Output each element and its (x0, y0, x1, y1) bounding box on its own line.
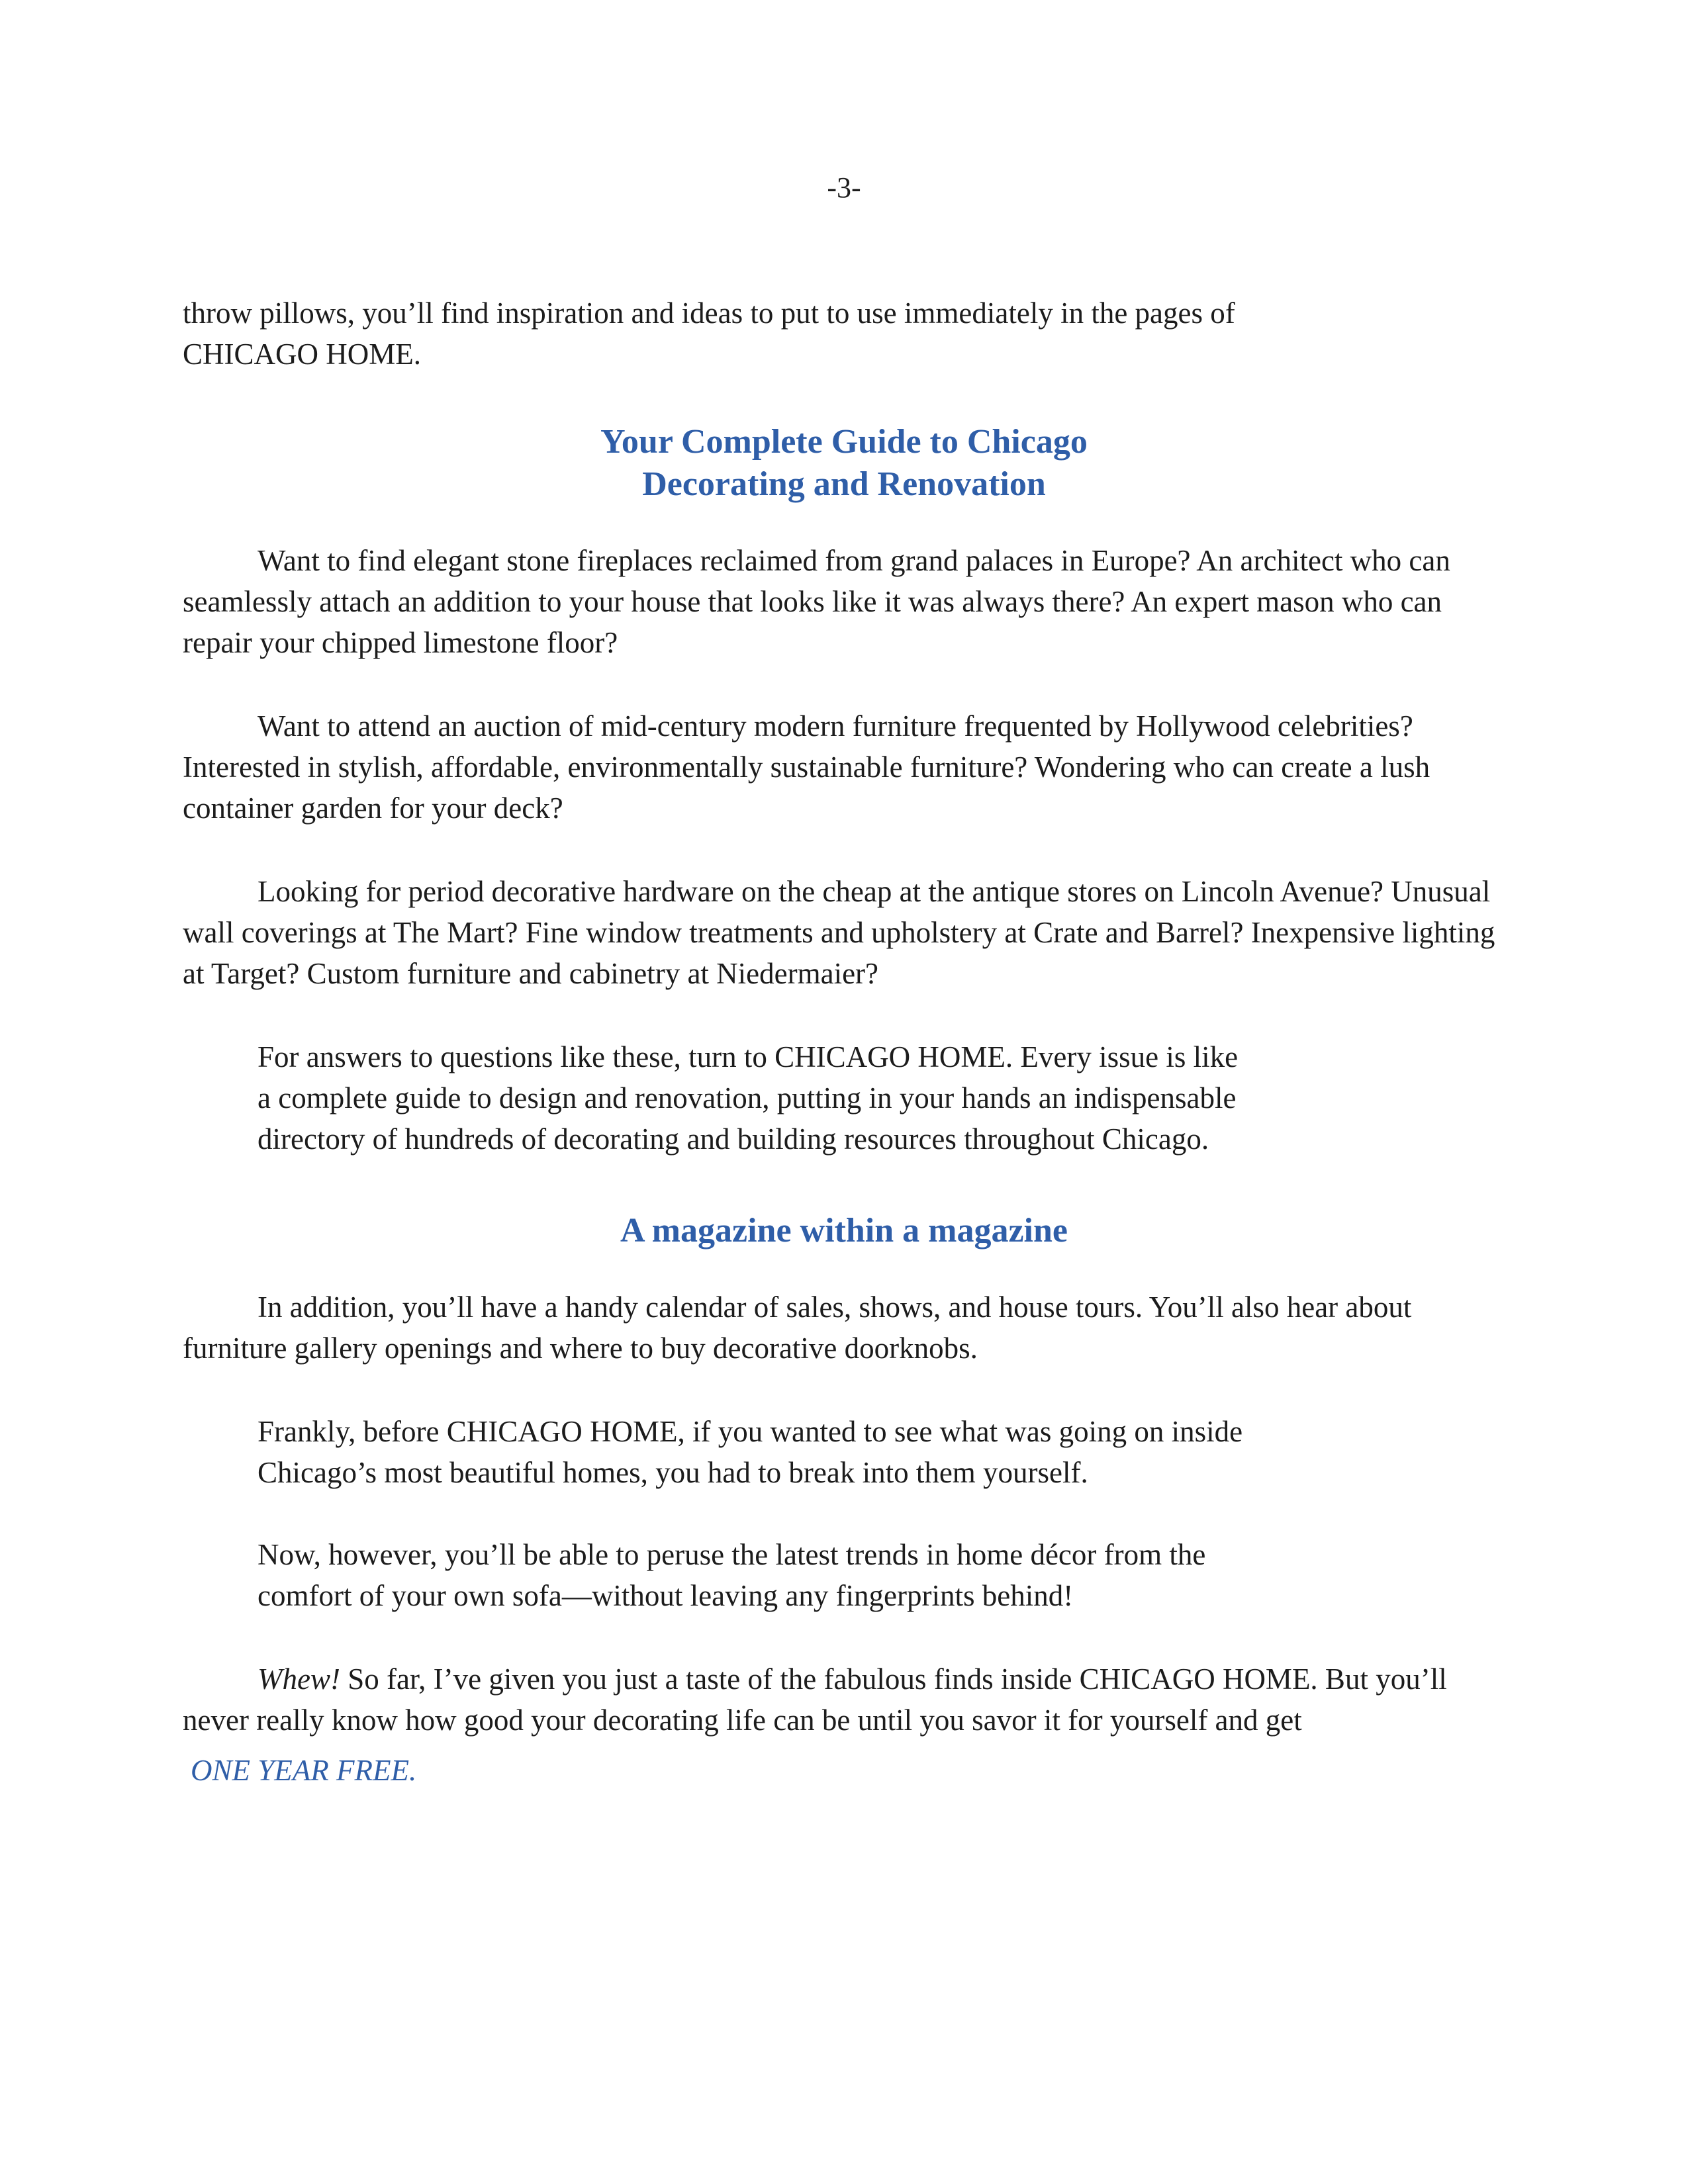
cta-line (191, 1750, 1515, 1791)
paragraph-now-however (258, 1534, 1436, 1616)
intro-line-1: throw pillows, you’ll find inspiration and ideas to put to use immediately in the pages of (183, 296, 1235, 330)
whew-body: So far, I’ve given you just a taste of the fabulous finds inside CHICAGO HOME. But you’ll never really know how good your decorating life can be until you savor it for yourself and get (183, 1662, 1447, 1737)
heading-guide-line-2: Decorating and Renovation (642, 465, 1046, 503)
now-line-1: Now, however, you’ll be able to peruse the latest trends in home décor from the (258, 1538, 1206, 1571)
intro-line-2: CHICAGO HOME. (183, 338, 421, 371)
answers-line-2: a complete guide to design and renovation, putting in your hands an indispensable (258, 1081, 1237, 1115)
now-line-2: comfort of your own sofa—without leaving any fingerprints behind! (258, 1579, 1074, 1612)
heading-guide-line-1: Your Complete Guide to Chicago (600, 423, 1088, 461)
intro-paragraph (183, 293, 1507, 375)
paragraph-hardware: Looking for period decorative hardware on the cheap at the antique stores on Lincoln Avenue? Unusual wall coverings at The Mart? Fine window treatments and upholstery at Crate and Barrel? Inexpensive lighting at Target? Custom furniture and cabinetry at Niedermaier? (183, 875, 1495, 990)
frankly-line-2: Chicago’s most beautiful homes, you had to break into them yourself. (258, 1456, 1088, 1489)
frankly-line-1: Frankly, before CHICAGO HOME, if you wanted to see what was going on inside (258, 1415, 1243, 1448)
heading-magazine-text: A magazine within a magazine (620, 1212, 1068, 1250)
whew-italic: Whew! (258, 1662, 340, 1696)
paragraph-fireplaces: Want to find elegant stone fireplaces reclaimed from grand palaces in Europe? An architect who can seamlessly attach an addition to your house that looks like it was always there? An expert mason who can repair your chipped limestone floor? (183, 544, 1450, 659)
answers-line-1: For answers to questions like these, turn to CHICAGO HOME. Every issue is like (258, 1040, 1239, 1073)
section-heading-magazine (0, 1210, 1688, 1252)
paragraph-calendar: In addition, you’ll have a handy calendar of sales, shows, and house tours. You’ll also hear about furniture gallery openings and where to buy decorative doorknobs. (183, 1291, 1412, 1365)
answers-line-3: directory of hundreds of decorating and building resources throughout Chicago. (258, 1122, 1209, 1156)
paragraph-frankly (258, 1411, 1436, 1493)
paragraph-answers (258, 1036, 1436, 1160)
paragraph-auction: Want to attend an auction of mid-century modern furniture frequented by Hollywood celebrities? Interested in stylish, affordable, environmentally sustainable furniture? Wondering who can create a lush container garden for your deck? (183, 709, 1430, 825)
paragraph-whew (183, 1659, 1507, 1741)
page-number: -3- (827, 171, 861, 204)
section-heading-guide (0, 421, 1688, 506)
one-year-free-cta: ONE YEAR FREE. (191, 1754, 417, 1787)
